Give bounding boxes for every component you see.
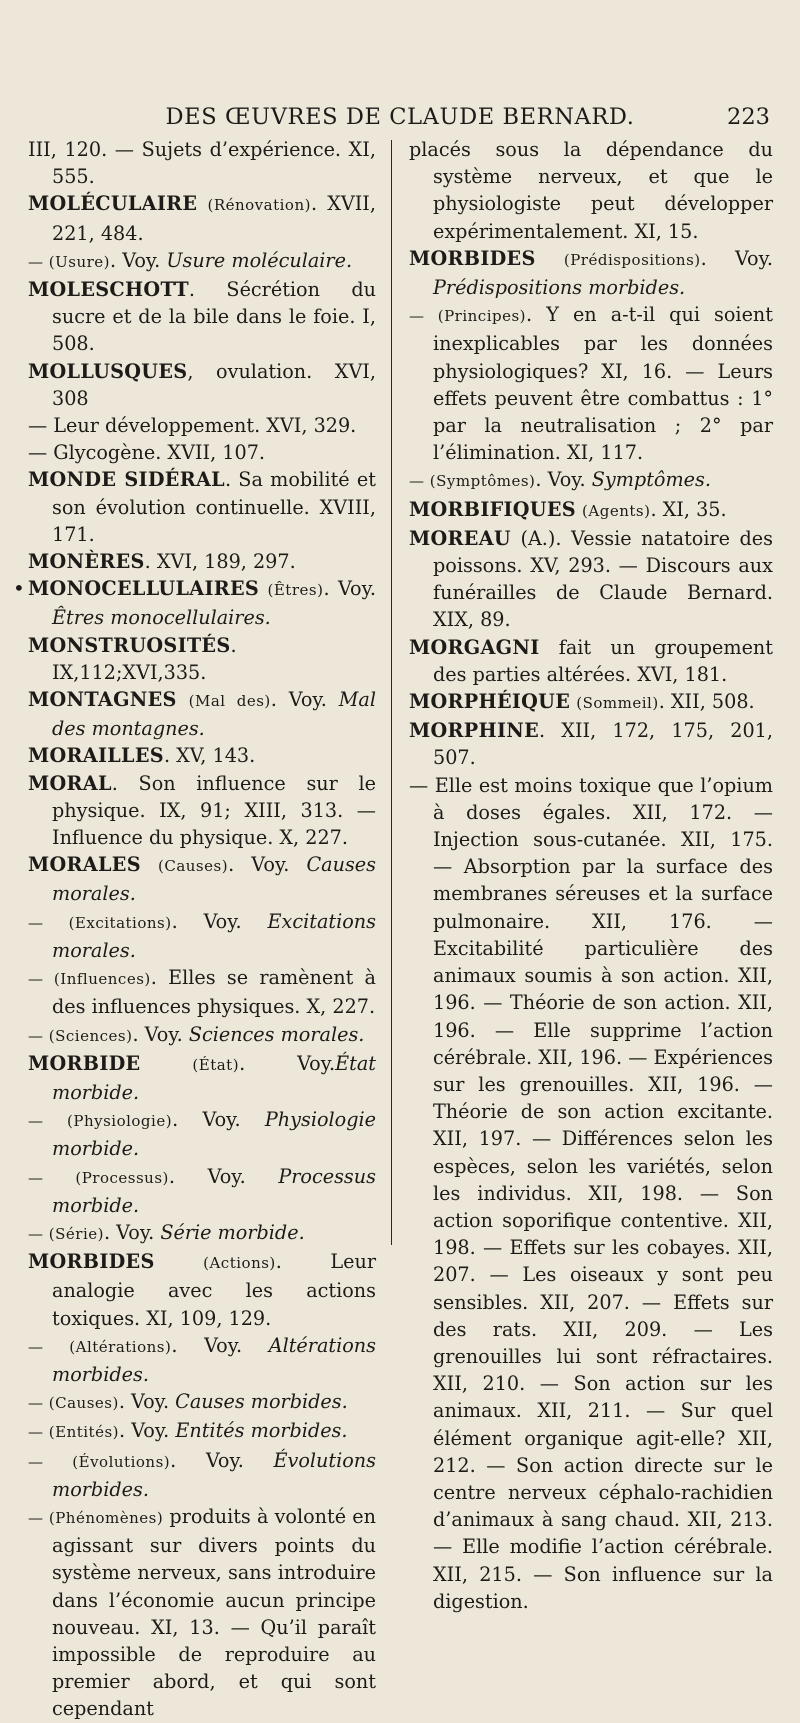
entry-headword: MORALES — [28, 853, 141, 877]
index-entry — [409, 688, 773, 717]
entry-reference: Symptômes. — [591, 468, 711, 492]
index-entry — [28, 1417, 376, 1446]
entry-text: . Voy. — [118, 1390, 176, 1414]
entry-text: . IX,112;XVI,335. — [52, 633, 237, 684]
entry-subheading: — (Série) — [28, 1224, 104, 1243]
entry-text: . Sa mobilité et son évolution continuelle. XVIII, 171. — [52, 468, 376, 546]
entry-reference: Physiologie morbide. — [52, 1108, 376, 1161]
index-entry — [28, 1163, 376, 1219]
entry-subheading: (État) — [192, 1055, 240, 1074]
entry-text: . Voy. — [171, 1333, 269, 1357]
entry-reference: Causes morbides. — [175, 1390, 348, 1414]
index-entry — [28, 190, 376, 246]
entry-text: . XII, 172, 175, 201, 507. — [433, 719, 773, 770]
index-entry — [28, 1447, 376, 1503]
entry-reference: Évolutions morbides. — [52, 1448, 376, 1501]
entry-subheading: — (Évolutions) — [28, 1452, 171, 1471]
entry-text: III, 120. — Sujets d’expérience. XI, 555. — [28, 138, 376, 189]
entry-headword: MORBIDE — [28, 1051, 141, 1075]
index-entry — [28, 548, 376, 575]
entry-headword: MORAILLES — [28, 744, 164, 768]
index-entry — [28, 136, 376, 190]
index-entry — [28, 276, 376, 358]
index-entry — [409, 245, 773, 301]
index-entry — [409, 466, 773, 495]
index-entry — [409, 717, 773, 771]
entry-subheading: — (Sciences) — [28, 1026, 133, 1045]
entry-reference: État morbide. — [52, 1051, 376, 1104]
index-entry — [28, 742, 376, 769]
entry-reference: Causes morales. — [52, 853, 376, 906]
entry-text: . Leur analogie avec les actions toxiques. XI, 109, 129. — [52, 1250, 376, 1330]
entry-subheading: — (Altérations) — [28, 1337, 172, 1356]
entry-text: . Voy. — [132, 1022, 189, 1046]
index-entry — [28, 1248, 376, 1332]
entry-headword: MONDE SIDÉRAL — [28, 468, 225, 492]
page-number: 223 — [727, 104, 770, 130]
entry-subheading: (Agents) — [582, 501, 651, 520]
entry-subheading: (Mal des) — [188, 692, 271, 711]
index-entry — [28, 247, 376, 276]
entry-text: . XI, 35. — [650, 497, 727, 521]
entry-text: . Elles se ramènent à des influences physiques. X, 227. — [52, 966, 376, 1019]
entry-subheading: (Prédispositions) — [563, 250, 701, 269]
entry-reference: Excitations morales. — [52, 909, 376, 962]
entry-subheading: — (Symptômes) — [409, 472, 536, 491]
index-entry — [28, 851, 376, 907]
entry-headword: MORPHINE — [409, 719, 539, 743]
index-entry — [409, 301, 773, 466]
entry-text: — Glycogène. XVII, 107. — [28, 441, 266, 465]
index-entry — [28, 770, 376, 852]
entry-headword: MORBIFIQUES — [409, 497, 576, 521]
index-entry — [28, 964, 376, 1020]
entry-headword: MONOCELLULAIRES — [28, 577, 260, 601]
entry-text: . Voy. — [170, 1448, 274, 1472]
entry-reference: Êtres monocellulaires. — [52, 606, 271, 630]
index-entry — [28, 686, 376, 742]
index-entry — [28, 908, 376, 964]
entry-subheading: — (Influences) — [28, 970, 151, 989]
entry-subheading: — (Principes) — [409, 307, 527, 326]
entry-reference: Mal des montagnes. — [52, 688, 376, 741]
entry-text: (A.). Vessie natatoire des poissons. XV, 293. — Discours aux funérailles de Claude Bernard. XIX, 89. — [433, 526, 773, 632]
index-entry — [28, 1021, 376, 1050]
entry-headword: MOLLUSQUES — [28, 359, 188, 383]
entry-subheading: (Êtres) — [267, 581, 324, 600]
running-head: DES ŒUVRES DE CLAUDE BERNARD. — [165, 104, 635, 130]
entry-text: . Sécrétion du sucre et de la bile dans le foie. I, 508. — [52, 278, 376, 356]
column-divider — [391, 140, 392, 1245]
entry-text: . XII, 508. — [658, 690, 755, 714]
entry-text: . XVII, 221, 484. — [52, 192, 376, 245]
entry-headword: MORPHÉIQUE — [409, 690, 571, 714]
entry-headword: MONÈRES — [28, 550, 145, 574]
entry-subheading: — (Causes) — [28, 1394, 119, 1413]
index-entry — [28, 412, 376, 439]
entry-text: . Voy. — [323, 577, 376, 601]
entry-headword: MORGAGNI — [409, 635, 540, 659]
entry-text: . Voy. — [110, 248, 167, 272]
entry-text: . XV, 143. — [163, 744, 256, 768]
entry-reference: Altérations morbides. — [52, 1333, 376, 1386]
entry-headword: MONSTRUOSITÉS — [28, 633, 231, 657]
entry-text: produits à volonté en agissant sur divers points du système nerveux, sans introduire dans l’économie aucun principe nouveau. XI, 13. — Qu’il paraît impossible de reproduire au premier abord, et qui sont cependant — [52, 1504, 376, 1721]
entry-subheading: (Sommeil) — [576, 694, 659, 713]
index-entry — [409, 634, 773, 688]
index-entry — [28, 1503, 376, 1723]
entry-headword: MOREAU — [409, 526, 511, 550]
index-entry — [28, 466, 376, 548]
entry-subheading: — (Physiologie) — [28, 1112, 173, 1131]
entry-text: . Voy. — [172, 1108, 265, 1132]
entry-text: . Voy. — [270, 688, 339, 712]
index-entry — [409, 772, 773, 1615]
index-entry — [28, 632, 376, 686]
margin-mark: • — [13, 576, 25, 600]
entry-subheading: — (Usure) — [28, 252, 111, 271]
entry-text: fait un groupement des parties altérées. XVI, 181. — [433, 635, 773, 686]
entry-subheading: — (Entités) — [28, 1423, 120, 1442]
entry-reference: Série morbide. — [160, 1220, 305, 1244]
index-entry — [28, 1219, 376, 1248]
entry-text: placés sous la dépendance du système nerveux, et que le physiologiste peut développer expérimentalement. XI, 15. — [409, 138, 773, 243]
entry-text: . Voy. — [535, 468, 592, 492]
entry-headword: MOLESCHOTT — [28, 278, 189, 302]
entry-reference: Prédispositions morbides. — [433, 276, 686, 300]
index-entry — [28, 1332, 376, 1388]
entry-subheading: (Causes) — [158, 857, 229, 876]
entry-reference: Processus morbide. — [52, 1164, 376, 1217]
entry-headword: MORAL — [28, 771, 112, 795]
entry-headword: MONTAGNES — [28, 688, 177, 712]
entry-text: . XVI, 189, 297. — [144, 550, 296, 574]
entry-text: . Voy. — [119, 1419, 176, 1443]
index-entry — [28, 358, 376, 412]
entry-subheading: — (Excitations) — [28, 913, 172, 932]
index-entry — [409, 496, 773, 525]
index-entry — [409, 136, 773, 245]
entry-text: . Voy. — [168, 1164, 279, 1188]
index-entry — [28, 1050, 376, 1106]
entry-text: — Leur développement. XVI, 329. — [28, 414, 357, 438]
entry-text: . Y en a-t-il qui soient inexplicables par les données physiologiques? XI, 16. — Leurs effets peuvent être combattus : 1° par la neutralisation ; 2° par l’élimination. XI, 117. — [433, 303, 773, 465]
entry-subheading: (Rénovation) — [207, 196, 311, 215]
entry-reference: Usure moléculaire. — [166, 248, 353, 272]
entry-text: . Voy. — [103, 1220, 161, 1244]
entry-text: . Voy. — [239, 1051, 336, 1075]
entry-text: , ovulation. XVI, 308 — [52, 359, 376, 410]
entry-text: . Voy. — [700, 246, 773, 270]
page-header — [0, 100, 800, 136]
entry-subheading: (Actions) — [203, 1254, 276, 1273]
entry-headword: MORBIDES — [409, 246, 536, 270]
entry-headword: MOLÉCULAIRE — [28, 192, 198, 216]
entry-headword: MORBIDES — [28, 1250, 155, 1274]
entry-subheading: — (Processus) — [28, 1168, 169, 1187]
entry-subheading: — (Phénomènes) — [28, 1508, 164, 1527]
index-entry — [28, 439, 376, 466]
entry-text: . Voy. — [171, 909, 268, 933]
left-column — [28, 136, 376, 1723]
index-entry — [28, 1106, 376, 1162]
index-entry — [28, 575, 376, 631]
entry-reference: Entités morbides. — [175, 1419, 348, 1443]
index-entry — [28, 1388, 376, 1417]
right-column — [409, 136, 773, 1615]
index-entry — [409, 525, 773, 634]
entry-text: — Elle est moins toxique que l’opium à doses égales. XII, 172. — Injection sous-cutanée. XII, 175. — Absorption par la surface des membranes séreuses et la surface pulmonaire. XII, 176. — Excitabilité particulière des animaux soumis à son action. XII, 196. — Théorie de son action. XII, 196. — Elle supprime l’action cérébrale. XII, 196. — Expériences sur les grenouilles. XII, 196. — Théorie de son action excitante. XII, 197. — Différences selon les espèces, selon les variétés, selon les individus. XII, 198. — Son action soporifique contentive. XII, 198. — Effets sur les cobayes. XII, 207. — Les oiseaux y sont peu sensibles. XII, 207. — Effets sur des rats. XII, 209. — Les grenouilles lui sont réfractaires. XII, 210. — Son action sur les animaux. XII, 211. — Sur quel élément organique agit-elle? XII, 212. — Son action directe sur le centre nerveux céphalo-rachidien d’animaux à sang chaud. XII, 213. — Elle modifie l’action cérébrale. XII, 215. — Son influence sur la digestion. — [409, 773, 773, 1613]
entry-text: . Son influence sur le physique. IX, 91; XIII, 313. — Influence du physique. X, 227. — [52, 771, 376, 850]
entry-reference: Sciences morales. — [188, 1022, 365, 1046]
entry-text: . Voy. — [228, 853, 307, 877]
